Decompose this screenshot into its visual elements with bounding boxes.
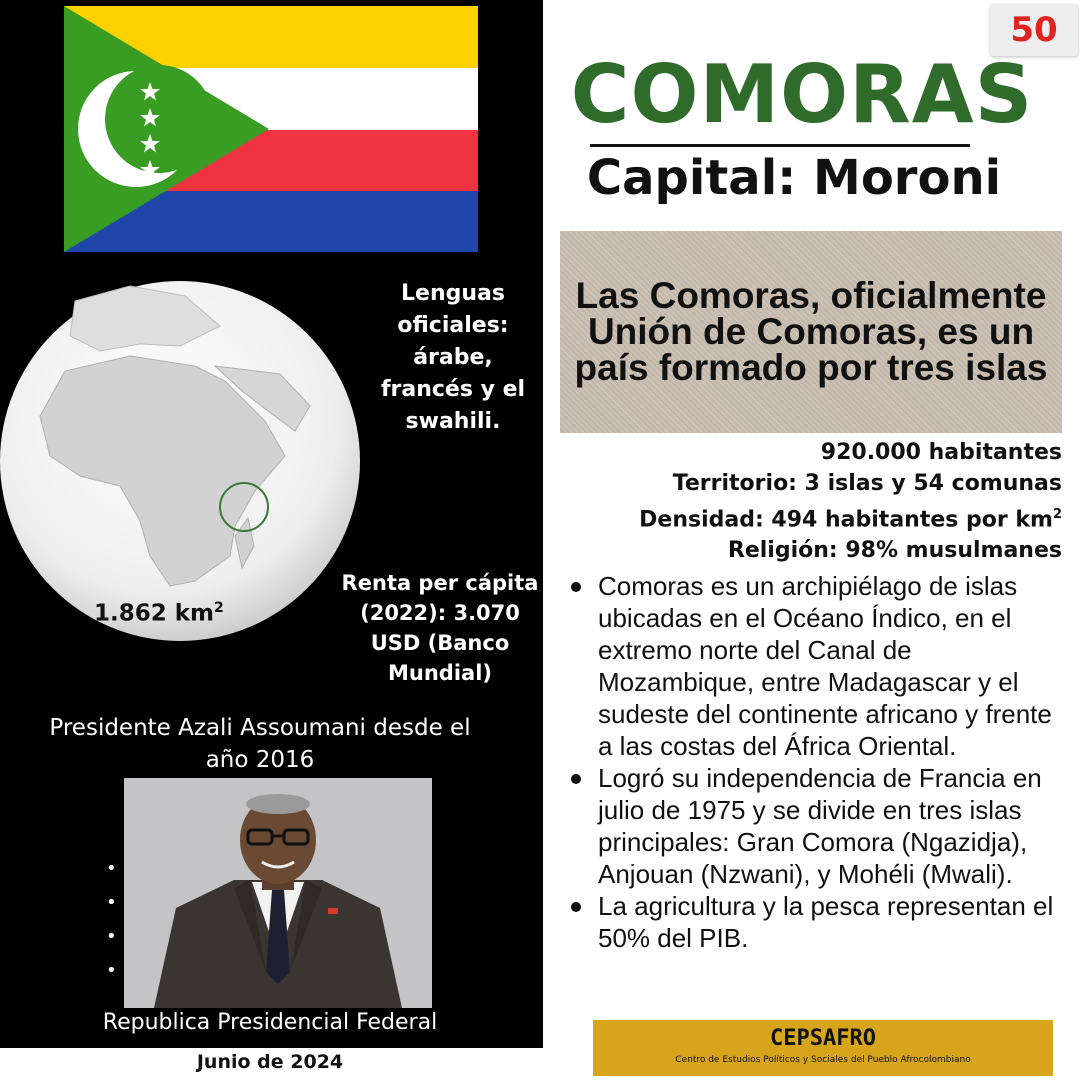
area-label bbox=[94, 600, 224, 627]
comoros-flag bbox=[64, 6, 478, 252]
territory: Territorio: 3 islas y 54 comunas bbox=[672, 471, 1062, 496]
president-portrait-graphic bbox=[124, 778, 432, 1008]
left-bullets bbox=[106, 852, 117, 988]
logo-name: CEPSAFRO bbox=[770, 1026, 876, 1051]
capital-label: Capital: Moroni bbox=[586, 150, 1002, 206]
bullet-mark: • bbox=[106, 892, 117, 913]
number-badge: 50 bbox=[990, 4, 1078, 56]
density-text: Densidad: 494 habitantes por km bbox=[639, 507, 1053, 533]
bullet-mark: • bbox=[106, 858, 117, 879]
income-per-capita: Renta per cápita (2022): 3.070 USD (Banco Mundial) bbox=[341, 571, 539, 685]
official-languages: Lenguas oficiales: árabe, francés y el swahili. bbox=[380, 281, 526, 434]
density-superscript: 2 bbox=[1052, 507, 1062, 522]
area-value: 1.862 km bbox=[94, 600, 215, 627]
bullet-mark: • bbox=[106, 960, 117, 981]
fact-item: La agricultura y la pesca representan el 50% del PIB. bbox=[566, 890, 1066, 954]
facts-list bbox=[566, 570, 1066, 954]
date-label: Junio de 2024 bbox=[196, 1051, 344, 1073]
president-photo bbox=[124, 778, 432, 1008]
stats-block bbox=[582, 437, 1062, 566]
intro-box bbox=[560, 231, 1062, 433]
intro-text: Las Comoras, oficialmente Unión de Comoras, es un país formado por tres islas bbox=[574, 275, 1048, 388]
left-panel bbox=[0, 0, 543, 1048]
population: 920.000 habitantes bbox=[820, 440, 1062, 465]
flag-graphic bbox=[64, 6, 478, 252]
density bbox=[582, 499, 1062, 535]
logo-subtitle: Centro de Estudios Políticos y Sociales del Pueblo Afrocolombiano bbox=[675, 1055, 971, 1065]
area-superscript: 2 bbox=[214, 600, 224, 616]
cepsafro-logo bbox=[593, 1020, 1053, 1076]
country-title: COMORAS bbox=[570, 48, 1034, 141]
bullet-mark: • bbox=[106, 926, 117, 947]
government-type: Republica Presidencial Federal bbox=[102, 1010, 438, 1035]
fact-item: Logró su independencia de Francia en julio de 1975 y se divide en tres islas principales: Gran Comora (Ngazidja), Anjouan (Nzwani), y Mohéli (Mwali). bbox=[566, 762, 1066, 890]
fact-item: Comoras es un archipiélago de islas ubicadas en el Océano Índico, en el extremo norte del Canal de Mozambique, entre Madagascar y el sudeste del continente africano y frente a las costas del África Oriental. bbox=[566, 570, 1066, 762]
president-caption: Presidente Azali Assoumani desde el año 2016 bbox=[49, 715, 471, 773]
title-underline bbox=[590, 144, 970, 147]
religion: Religión: 98% musulmanes bbox=[727, 538, 1062, 564]
